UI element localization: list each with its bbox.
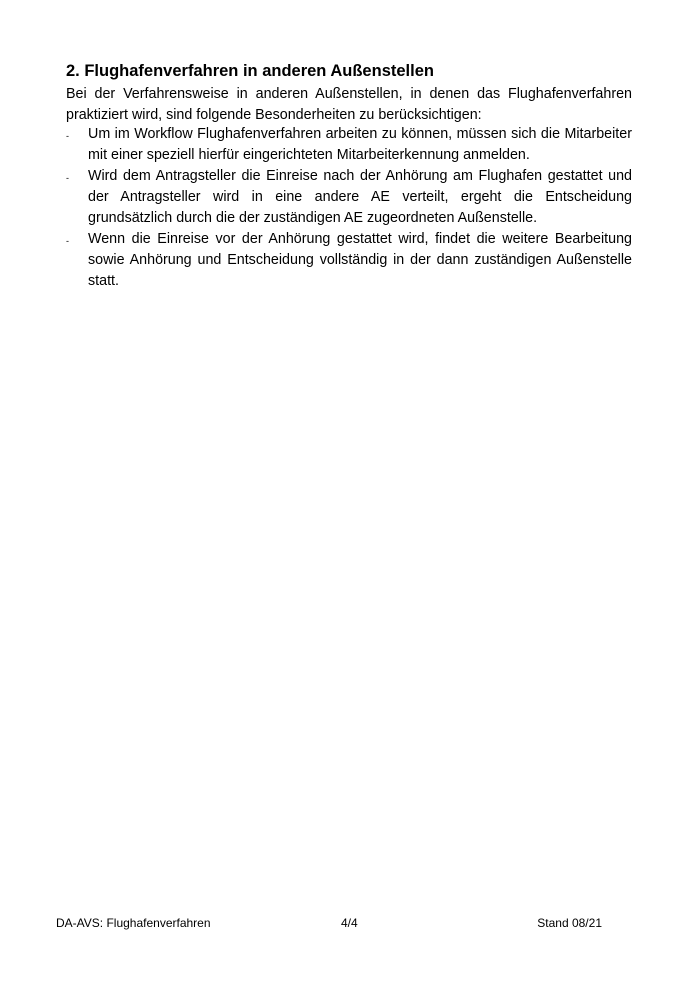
footer-document-title: DA-AVS: Flughafenverfahren <box>56 916 211 930</box>
list-item <box>66 166 632 229</box>
page-footer <box>56 914 602 932</box>
bullet-list <box>66 124 632 292</box>
list-item <box>66 229 632 292</box>
bullet-marker: - <box>66 173 69 183</box>
footer-page-number: 4/4 <box>341 916 358 930</box>
list-item-text: Wird dem Antragsteller die Einreise nach der Anhörung am Flughafen gestattet und der Antragsteller wird in eine andere AE verteilt, ergeht die Entscheidung grundsätzlich durch die der zuständigen AE zugeordneten Außenstelle. <box>88 168 632 226</box>
section-intro-paragraph: Bei der Verfahrensweise in anderen Außenstellen, in denen das Flughafenverfahren praktiziert wird, sind folgende Besonderheiten zu berücksichtigen: <box>66 86 632 123</box>
section-heading: 2. Flughafenverfahren in anderen Außenstellen <box>66 62 434 80</box>
footer-version: Stand 08/21 <box>537 916 602 930</box>
bullet-marker: - <box>66 131 69 141</box>
list-item-text: Wenn die Einreise vor der Anhörung gestattet wird, findet die weitere Bearbeitung sowie Anhörung und Entscheidung vollständig in der dann zuständigen Außenstelle statt. <box>88 231 632 289</box>
list-item <box>66 124 632 166</box>
list-item-text: Um im Workflow Flughafenverfahren arbeiten zu können, müssen sich die Mitarbeiter mit einer speziell hierfür eingerichteten Mitarbeiterkennung anmelden. <box>88 126 632 163</box>
bullet-marker: - <box>66 236 69 246</box>
